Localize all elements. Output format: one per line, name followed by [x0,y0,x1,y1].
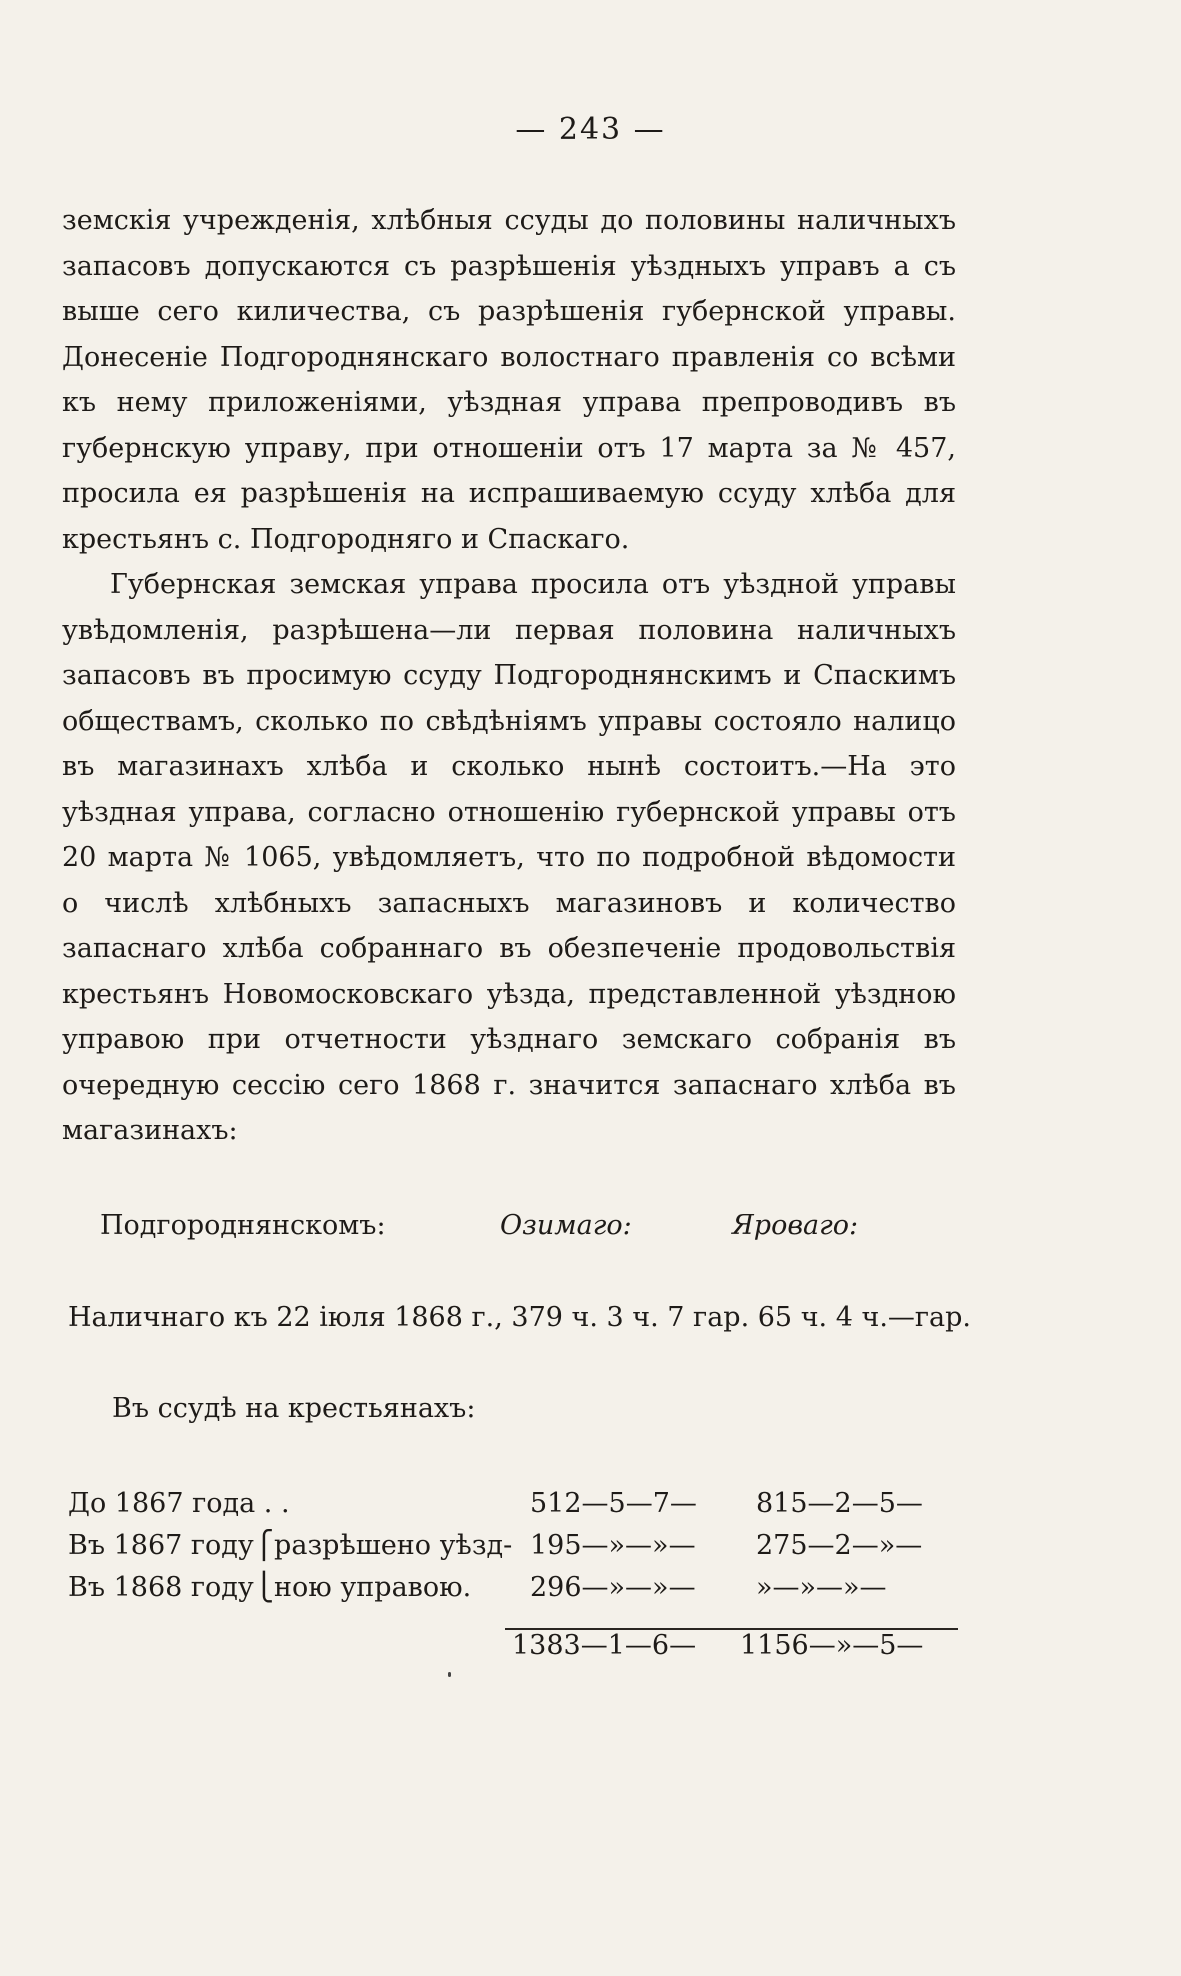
table-row [0,1530,1181,1570]
column-ozimago-header: Озимаго: [500,1210,632,1241]
total-yarovago: 1156—»—5— [740,1630,924,1661]
ink-speck [448,1672,451,1677]
table-row [0,1488,1181,1528]
row-ozimago: 195—»—»— [530,1530,696,1561]
row-yarovago: 275—2—»— [756,1530,923,1561]
row-yarovago: 815—2—5— [756,1488,923,1519]
paragraph-1: земскія учрежденія, хлѣбныя ссуды до половины наличныхъ запасовъ допускаются съ разрѣшенія уѣздныхъ управъ а съ выше сего киличества, съ разрѣшенія губернской управы. Донесеніе Подгороднянскаго волостнаго правленія со всѣми къ нему приложеніями, уѣздная управа препроводивъ въ губернскую управу, при отношеніи отъ 17 марта за № 457, просила ея разрѣшенія на испрашиваемую ссуду хлѣба для крестьянъ с. Подгородняго и Спаскаго. [62,205,956,555]
row-yarovago: »—»—»— [756,1572,887,1603]
row-label: До 1867 года . . [68,1488,290,1519]
v-ssude-heading: Въ ссудѣ на крестьянахъ: [112,1393,476,1424]
row-ozimago: 296—»—»— [530,1572,696,1603]
table-column-headings [0,1210,1181,1250]
column-yarovago-header: Яроваго: [732,1210,859,1241]
row-label: Въ 1868 году⎩ною управою. [68,1572,472,1603]
page-number: — 243 — [515,112,666,147]
body-text [62,198,956,1154]
total-ozimago: 1383—1—6— [512,1630,697,1661]
row-label: Въ 1867 году⎧разрѣшено уѣзд- [68,1530,513,1561]
table-heading: Подгороднянскомъ: [100,1210,386,1241]
paragraph-2: Губернская земская управа просила отъ уѣздной управы увѣдомленія, разрѣшена—ли первая половина наличныхъ запасовъ въ просимую ссуду Подгороднянскимъ и Спаскимъ обществамъ, сколько по свѣдѣніямъ управы состояло налицо въ магазинахъ хлѣба и сколько нынѣ состоитъ.—На это уѣздная управа, согласно отношенію губернской управы отъ 20 марта № 1065, увѣдомляетъ, что по подробной вѣдомости о числѣ хлѣбныхъ запасныхъ магазиновъ и количество запаснаго хлѣба собраннаго въ обезпеченіе продовольствія крестьянъ Новомосковскаго уѣзда, представленной уѣздною управою при отчетности уѣзднаго земскаго собранія въ очередную сессію сего 1868 г. значится запаснаго хлѣба въ магазинахъ: [62,569,956,1146]
table-row [0,1572,1181,1612]
nalichnago-line: Наличнаго къ 22 іюля 1868 г., 379 ч. 3 ч. 7 гар. 65 ч. 4 ч.—гар. [68,1302,972,1333]
row-ozimago: 512—5—7— [530,1488,697,1519]
